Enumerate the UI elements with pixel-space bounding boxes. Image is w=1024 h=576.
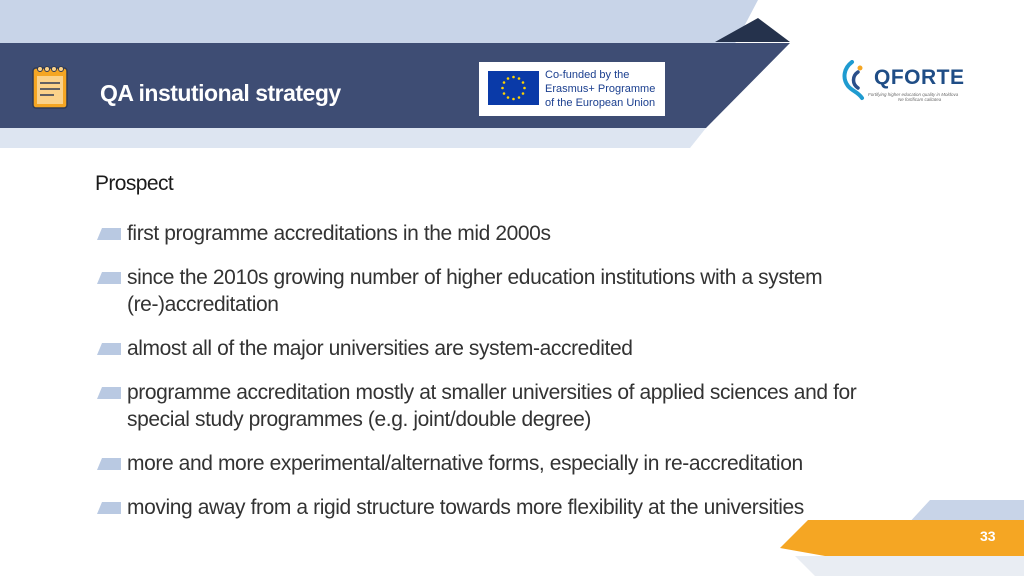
list-item <box>95 335 885 362</box>
qforte-emblem-icon <box>838 60 872 102</box>
eu-flag-icon <box>488 71 539 105</box>
list-item-text: since the 2010s growing number of higher education institutions with a system (re-)accreditation <box>127 266 823 316</box>
page-title: QA instutional strategy <box>100 80 341 106</box>
page-number: 33 <box>980 528 996 544</box>
list-item <box>95 494 885 521</box>
eu-erasmus-logo <box>479 62 665 116</box>
eu-logo-line2: Erasmus+ Programme <box>545 83 656 95</box>
list-item-text: more and more experimental/alternative forms, especially in re-accreditation <box>127 452 803 475</box>
qforte-name: QFORTE <box>874 66 965 89</box>
list-item-text: moving away from a rigid structure towards more flexibility at the universities <box>127 496 804 519</box>
list-item <box>95 220 885 247</box>
eu-logo-text <box>545 68 655 110</box>
qforte-tagline-line2: Ne fortificam calitatea <box>898 97 942 102</box>
notepad-icon <box>30 62 70 110</box>
qforte-tagline-line1: Fortifying higher education quality in Moldova <box>868 92 959 97</box>
list-item-text: programme accreditation mostly at smaller universities of applied sciences and for special study programmes (e.g. joint/double degree) <box>127 381 857 431</box>
eu-logo-line1: Co-funded by the <box>545 69 630 81</box>
bullet-marker-icon <box>97 228 121 240</box>
list-item <box>95 450 885 477</box>
header-light-strip <box>0 128 706 148</box>
section-title: Prospect <box>95 172 174 195</box>
list-item-text: almost all of the major universities are system-accredited <box>127 337 633 360</box>
bullet-marker-icon <box>97 387 121 399</box>
eu-logo-line3: of the European Union <box>545 97 656 109</box>
qforte-tagline <box>868 92 968 102</box>
bullet-marker-icon <box>97 343 121 355</box>
bullet-marker-icon <box>97 272 121 284</box>
bullet-list <box>95 220 885 538</box>
footer-shadow <box>795 556 1024 576</box>
list-item <box>95 379 885 433</box>
list-item <box>95 264 885 318</box>
qforte-logo <box>838 60 968 105</box>
bullet-marker-icon <box>97 502 121 514</box>
bullet-marker-icon <box>97 458 121 470</box>
list-item-text: first programme accreditations in the mid 2000s <box>127 222 551 245</box>
